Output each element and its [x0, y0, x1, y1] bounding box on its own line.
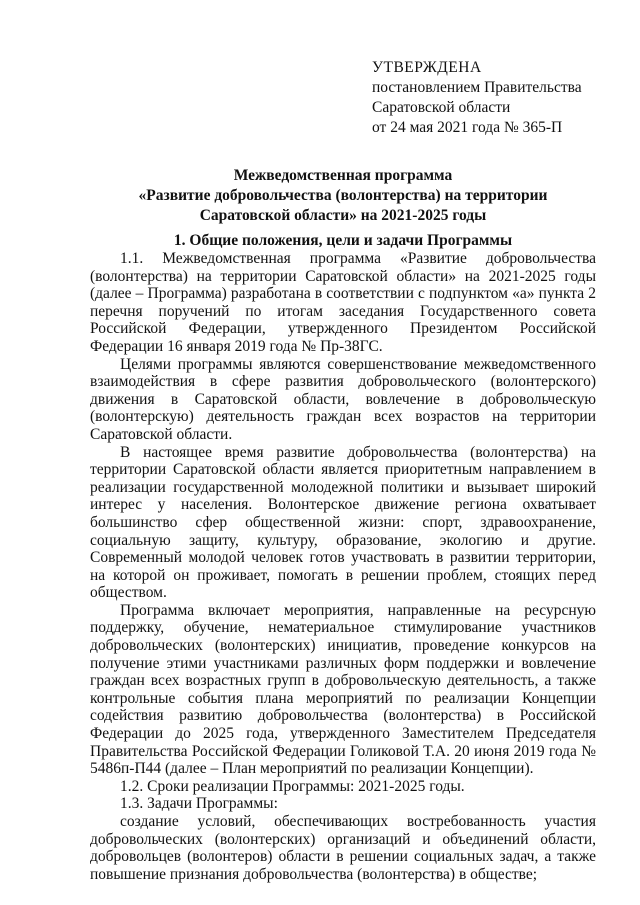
title-line-1: Межведомственная программа	[233, 167, 453, 184]
title-line-2: «Развитие добровольчества (волонтерства) на территории	[138, 187, 548, 204]
approval-line-1: постановлением Правительства	[372, 79, 582, 96]
approval-line-3: от 24 мая 2021 года № 365-П	[372, 119, 563, 136]
paragraph-task-1: создание условий, обеспечивающих востребованность участия добровольческих (волонтерских) организаций и объединений области, добровольцев (волонтеров) области в решении социальных задач, а также повышение признания добровольчества (волонтерства) в обществе;	[90, 813, 596, 883]
paragraph-program-content: Программа включает мероприятия, направленные на ресурсную поддержку, обучение, нематериальное стимулирование участников добровольческих (волонтерских) инициатив, проведение конкурсов на получение этими участниками различных форм поддержки и вовлечение граждан всех возрастных групп в добровольческую деятельность, а также контрольные события плана мероприятий по реализации Концепции содействия развитию добровольчества (волонтерства) в Российской Федерации до 2025 года, утвержденного Заместителем Председателя Правительства Российской Федерации Голиковой Т.А. 20 июня 2019 года № 5486п-П44 (далее – План мероприятий по реализации Концепции).	[90, 601, 596, 778]
approval-stamp: УТВЕРЖДЕНА	[372, 59, 482, 76]
paragraph-current-state: В настоящее время развитие добровольчества (волонтерства) на территории Саратовской области является приоритетным направлением в реализации государственной молодежной политики и вызывает широкий интерес у населения. Волонтерское движение региона охватывает большинство сфер общественной жизни: спорт, здравоохранение, социальную защиту, культуру, образование, экологию и другие. Современный молодой человек готов участвовать в развитии территории, на которой он проживает, помогать в решении проблем, стоящих перед обществом.	[90, 443, 596, 602]
section-heading: 1. Общие положения, цели и задачи Программы	[173, 232, 513, 249]
paragraph-1-3: 1.3. Задачи Программы:	[120, 795, 278, 813]
paragraph-1-1: 1.1. Межведомственная программа «Развитие добровольчества (волонтерства) на территории Саратовской области» на 2021-2025 годы (далее – Программа) разработана в соответствии с подпунктом «а» пункта 2 перечня поручений по итогам заседания Государственного совета Российской Федерации, утвержденного Президентом Российской Федерации 16 января 2019 года № Пр-38ГС.	[90, 250, 596, 355]
title-line-3: Саратовской области» на 2021-2025 годы	[199, 207, 487, 224]
approval-line-2: Саратовской области	[372, 99, 511, 116]
paragraph-goals: Целями программы являются совершенствование межведомственного взаимодействия в сфере развития добровольческого (волонтерского) движения в Саратовской области, вовлечение в добровольческую (волонтерскую) деятельность граждан всех возрастов на территории Саратовской области.	[90, 355, 596, 443]
paragraph-1-2: 1.2. Сроки реализации Программы: 2021-2025 годы.	[120, 777, 465, 795]
section-body	[90, 250, 596, 883]
document-title	[90, 166, 596, 226]
approval-block	[372, 58, 622, 138]
